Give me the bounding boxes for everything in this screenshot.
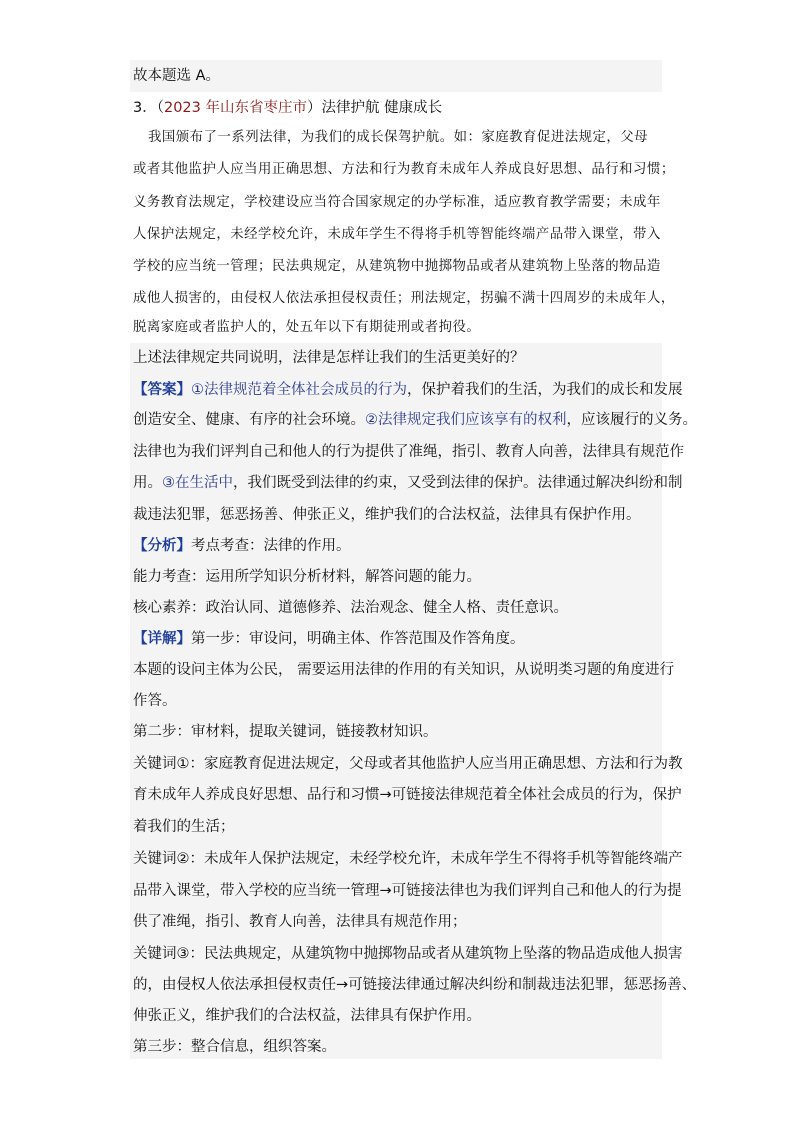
detail-body-line: 的，由侵权人依法承担侵权责任→可链接法律通过解决纠纷和制裁违法犯罪，惩恶扬善、 — [133, 977, 697, 993]
passage-line: 我国颁布了一系列法律，为我们的成长保驾护航。如：家庭教育促进法规定，父母 — [148, 130, 649, 145]
ability-line: 能力考查：运用所学知识分析材料，解答问题的能力。 — [133, 569, 481, 585]
passage-line: 人保护法规定，未经学校允许，未成年学生不得将手机等智能终端产品带入课堂，带入 — [133, 227, 661, 242]
answer-line-4 — [133, 473, 683, 493]
detail-body-line: 供了准绳，指引、教育人向善，法律具有规范作用； — [133, 914, 467, 930]
detail-body-line: 育未成年人养成良好思想、品行和习惯→可链接法律规范着全体社会成员的行为，保护 — [133, 787, 682, 803]
detail-text: 第一步：审设问，明确主体、作答范围及作答角度。 — [191, 631, 525, 647]
detail-body-line: 着我们的生活； — [133, 819, 235, 835]
detail-body-line: 关键词②：未成年人保护法规定，未经学校允许，未成年学生不得将手机等智能终端产 — [133, 851, 683, 867]
answer-line-1 — [133, 380, 683, 400]
answer-line-3: 法律也为我们评判自己和他人的行为提供了准绳，指引、教育人向善，法律具有规范作 — [133, 444, 684, 460]
question-source-close: ） — [307, 100, 322, 116]
detail-body-line: 品带入课堂，带入学校的应当统一管理→可链接法律也为我们评判自己和他人的行为提 — [133, 883, 682, 899]
answer-text: ，应该履行的义务。 — [566, 412, 697, 428]
answer-line-2 — [133, 410, 697, 430]
detail-body-line: 作答。 — [133, 693, 177, 709]
question-source-open: （ — [156, 100, 164, 116]
answer-text: ，保护着我们的生活，为我们的成长和发展 — [407, 382, 683, 398]
literacy-line: 核心素养：政治认同、道德修养、法治观念、健全人格、责任意识。 — [133, 600, 568, 616]
intro-line: 故本题选 A。 — [133, 68, 221, 84]
detail-body-line: 关键词③：民法典规定，从建筑物中抛掷物品或者从建筑物上坠落的物品造成他人损害 — [133, 946, 683, 962]
question-number: 3． — [133, 100, 157, 116]
detail-body-line: 伸张正义，维护我们的合法权益，法律具有保护作用。 — [133, 1008, 481, 1024]
question-source: 2023 年山东省枣庄市 — [163, 100, 307, 116]
passage-line: 学校的应当统一管理；民法典规定，从建筑物中抛掷物品或者从建筑物上坠落的物品造 — [133, 259, 661, 274]
answer-point-3: ③在生活中 — [162, 475, 233, 491]
detail-body-line: 第三步：整合信息，组织答案。 — [133, 1039, 336, 1055]
analysis-text: 考点考查：法律的作用。 — [191, 538, 351, 554]
answer-text: ，我们既受到法律的约束，又受到法律的保护。法律通过解决纠纷和制 — [233, 475, 683, 491]
answer-point-1: ①法律规范着全体社会成员的行为 — [191, 382, 407, 398]
answer-label: 【答案】 — [133, 382, 191, 398]
detail-body-line: 第二步：审材料，提取关键词，链接教材知识。 — [133, 724, 438, 740]
detail-label: 【详解】 — [133, 631, 191, 647]
passage-line: 义务教育法规定，学校建设应当符合国家规定的办学标准，适应教育教学需要；未成年 — [133, 195, 661, 210]
answer-text: 用。 — [133, 475, 162, 491]
detail-line — [133, 629, 525, 649]
answer-line-5: 裁违法犯罪，惩恶扬善、伸张正义，维护我们的合法权益，法律具有保护作用。 — [133, 507, 641, 523]
question-title: 法律护航 健康成长 — [321, 100, 443, 116]
passage-line: 或者其他监护人应当用正确思想、方法和行为教育未成年人养成良好思想、品行和习惯； — [133, 162, 675, 177]
analysis-line — [133, 536, 351, 556]
question-prompt: 上述法律规定共同说明，法律是怎样让我们的生活更美好的？ — [133, 350, 525, 366]
answer-text: 创造安全、健康、有序的社会环境。 — [133, 412, 365, 428]
detail-body-line: 关键词①：家庭教育促进法规定，父母或者其他监护人应当用正确思想、方法和行为教 — [133, 756, 683, 772]
detail-body-line: 本题的设问主体为公民， 需要运用法律的作用的有关知识，从说明类习题的角度进行 — [133, 662, 675, 678]
passage-line: 脱离家庭或者监护人的，处五年以下有期徒刑或者拘役。 — [133, 320, 481, 335]
analysis-label: 【分析】 — [133, 538, 191, 554]
passage-line: 成他人损害的，由侵权人依法承担侵权责任；刑法规定，拐骗不满十四周岁的未成年人， — [133, 291, 675, 306]
answer-point-2: ②法律规定我们应该享有的权利 — [365, 412, 567, 428]
question-header — [133, 98, 442, 118]
